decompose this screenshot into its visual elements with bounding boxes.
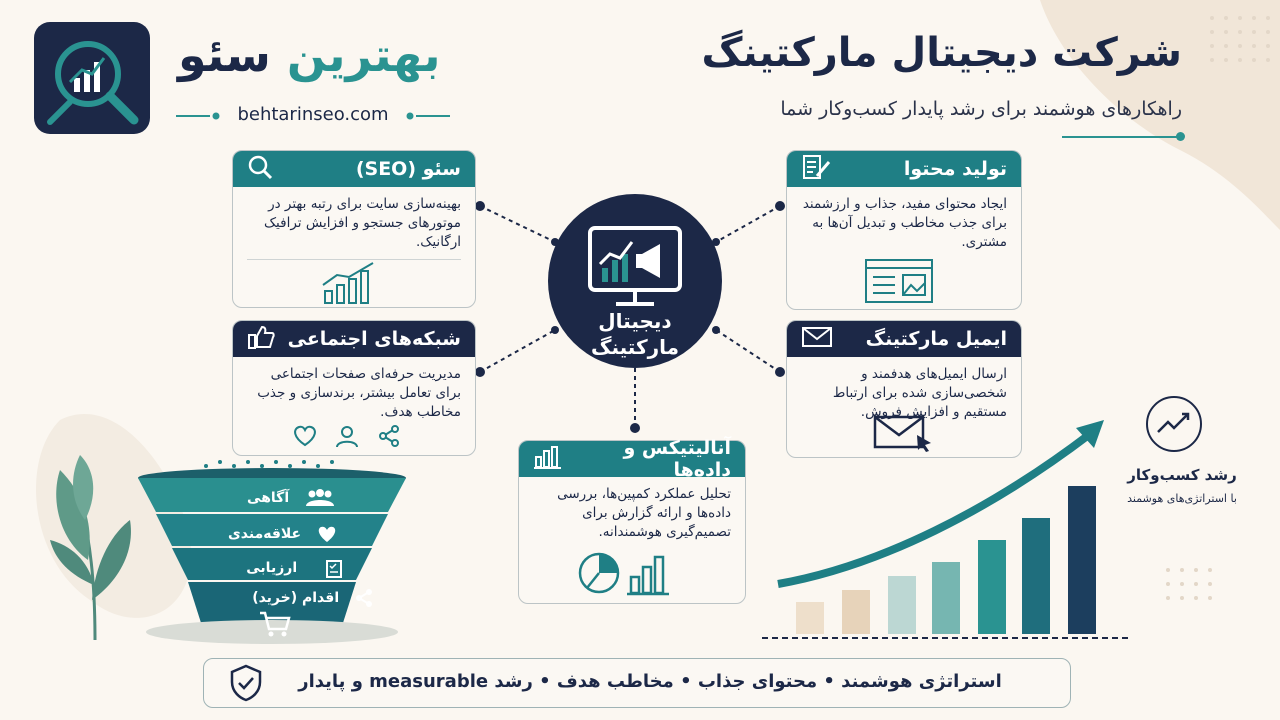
card-content[interactable] — [786, 150, 1022, 310]
growth-bar — [932, 562, 960, 634]
growth-bar — [1022, 518, 1050, 634]
document-edit-icon — [801, 154, 831, 185]
heart-icon — [316, 524, 338, 544]
bottom-banner-text: استراتژی هوشمند • محتوای جذاب • مخاطب هدف • رشد measurable و پایدار — [298, 671, 1002, 692]
trend-up-icon — [1144, 394, 1204, 454]
card-social-body: مدیریت حرفه‌ای صفحات اجتماعی برای تعامل بیشتر، برندسازی و جذب مخاطب هدف. — [257, 366, 461, 420]
thumbs-up-icon — [247, 324, 275, 355]
growth-bar — [1068, 486, 1096, 634]
brand-name: بهترین سئو — [178, 28, 441, 82]
card-content-header — [787, 151, 1021, 187]
card-seo-title: سئو (SEO) — [355, 158, 461, 180]
shield-check-icon — [228, 664, 264, 702]
funnel-sparkles — [204, 460, 334, 468]
card-analytics-title: آنالیتیکس و داده‌ها — [623, 437, 731, 481]
heart-icon — [295, 427, 315, 445]
card-content-body: ایجاد محتوای مفید، جذاب و ارزشمند برای جذب مخاطب و تبدیل آن‌ها به مشتری. — [802, 196, 1007, 250]
growth-bar — [978, 540, 1006, 634]
page-subtitle: راهکارهای هوشمند برای رشد پایدار کسب‌وکار شما — [780, 98, 1182, 120]
card-analytics[interactable] — [518, 437, 746, 604]
people-icon — [304, 488, 336, 508]
search-icon — [247, 154, 273, 185]
growth-subtitle: با استراتژی‌های هوشمند — [1127, 492, 1237, 505]
social-icons-row — [291, 423, 417, 449]
funnel-stage-interest: علاقه‌مندی — [198, 524, 338, 544]
growth-bar — [796, 602, 824, 634]
card-analytics-body: تحلیل عملکرد کمپین‌ها، بررسی داده‌ها و ارائه گزارش برای تصمیم‌گیری هوشمندانه. — [557, 486, 731, 540]
page-title: شرکت دیجیتال مارکتینگ — [701, 30, 1182, 76]
share-icon — [354, 588, 374, 608]
growth-bar — [842, 590, 870, 634]
cart-icon — [258, 610, 292, 638]
growth-bar — [888, 576, 916, 634]
card-email-header — [787, 321, 1021, 357]
user-icon — [342, 427, 352, 437]
growth-chart — [760, 400, 1132, 646]
bar-chart-icon — [533, 445, 563, 474]
funnel-stage-awareness: آگاهی — [196, 488, 336, 508]
card-analytics-header — [519, 437, 745, 481]
card-email-title: ایمیل مارکتینگ — [865, 328, 1007, 350]
card-seo-body: بهینه‌سازی سایت برای رتبه بهتر در موتورهای جستجو و افزایش ترافیک ارگانیک. — [263, 196, 461, 250]
growth-bars-icon — [321, 261, 385, 305]
funnel-stage-evaluation: ارزیابی — [204, 558, 344, 578]
card-email-body: ارسال ایمیل‌های هدفمند و شخصی‌سازی شده برای ارتباط مستقیم و افزایش فروش. — [832, 366, 1007, 420]
brand-domain: behtarinseo.com — [237, 104, 389, 125]
pie-bar-icon — [577, 549, 689, 597]
card-seo-header — [233, 151, 475, 187]
hub-label: دیجیتال مارکتینگ — [590, 309, 679, 359]
funnel-stage-action: اقدام (خرید) — [214, 588, 374, 608]
card-social-header — [233, 321, 475, 357]
card-social[interactable] — [232, 320, 476, 456]
divider — [247, 259, 461, 260]
card-social-title: شبکه‌های اجتماعی — [287, 328, 461, 350]
card-content-title: تولید محتوا — [903, 158, 1007, 180]
card-seo[interactable] — [232, 150, 476, 308]
envelope-icon — [801, 325, 833, 354]
webpage-icon — [865, 259, 935, 305]
growth-title: رشد کسب‌وکار — [1127, 466, 1237, 484]
clipboard-check-icon — [324, 558, 344, 578]
